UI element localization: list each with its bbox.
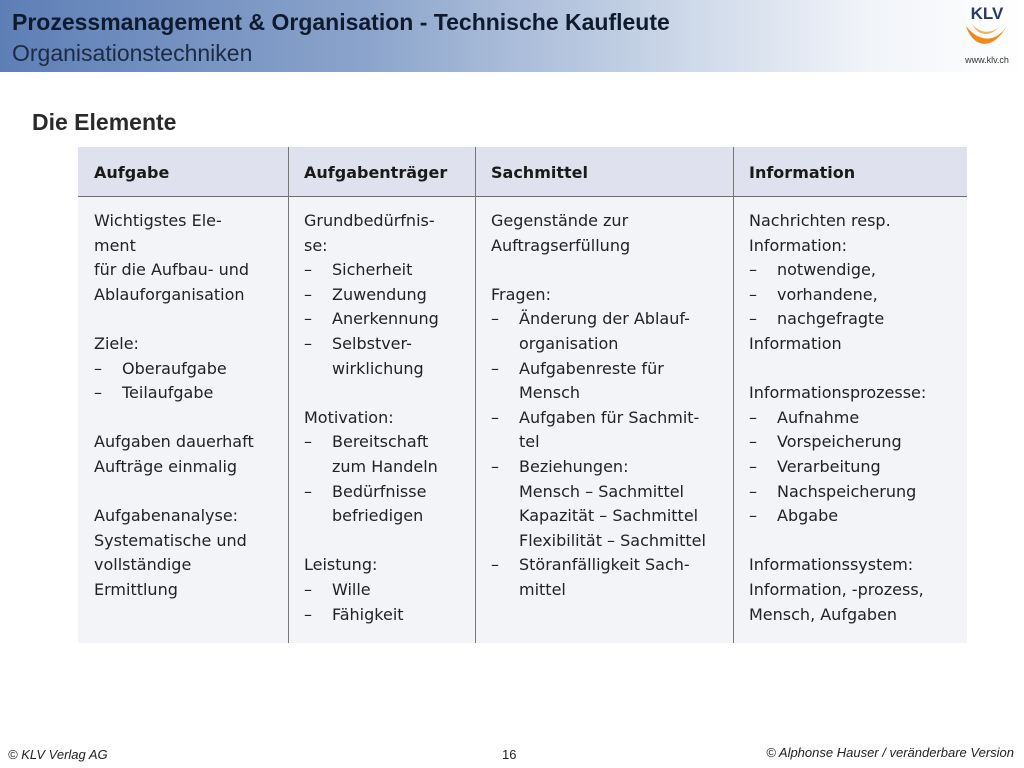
spacer bbox=[491, 258, 733, 283]
elements-table bbox=[78, 147, 967, 643]
column-header-aufgabentraeger: Aufgabenträger bbox=[304, 163, 448, 182]
spacer bbox=[94, 307, 288, 332]
klv-logo bbox=[954, 2, 1020, 70]
text-line: Grundbedürfnis- bbox=[304, 211, 435, 230]
text-line: Aufgaben dauerhaft bbox=[94, 432, 254, 452]
text-line: Informationsprozesse: bbox=[749, 383, 927, 403]
bullet-item: – Verarbeitung bbox=[749, 455, 967, 480]
page-number: 16 bbox=[502, 747, 517, 762]
text-line: Mensch bbox=[519, 383, 581, 403]
bullet-item: – Änderung der Ablauf- bbox=[491, 307, 733, 332]
bullet-item: – Bedürfnisse bbox=[304, 480, 475, 505]
text-line: Ablauforganisation bbox=[94, 284, 245, 304]
text-line: Auftragserfüllung bbox=[491, 235, 631, 255]
bullet-item: – vorhandene, bbox=[749, 283, 967, 308]
text-line: mittel bbox=[519, 579, 566, 599]
column-header-aufgabe: Aufgabe bbox=[94, 163, 170, 182]
spacer bbox=[304, 529, 475, 554]
slide-subtitle: Organisationstechniken bbox=[12, 40, 253, 66]
bullet-item: – Aufnahme bbox=[749, 406, 967, 431]
bullet-item: – Zuwendung bbox=[304, 283, 475, 308]
text-line: wirklichung bbox=[332, 358, 424, 378]
table-cell-aufgabentraeger bbox=[288, 209, 475, 627]
text-line: vollständige bbox=[94, 555, 192, 575]
spacer bbox=[94, 406, 288, 431]
bullet-item: – Nachspeicherung bbox=[749, 480, 967, 505]
bullet-item: – Wille bbox=[304, 578, 475, 603]
text-line: befriedigen bbox=[332, 506, 424, 526]
text-line: Information bbox=[749, 333, 842, 353]
spacer bbox=[749, 529, 967, 554]
text-line: Informationssystem: bbox=[749, 555, 914, 575]
bullet-item: – nachgefragte bbox=[749, 307, 967, 332]
text-line: Information: bbox=[749, 235, 848, 255]
text-line: Gegenstände zur bbox=[491, 211, 629, 230]
bullet-item: – Vorspeicherung bbox=[749, 430, 967, 455]
text-line: Flexibilität – Sachmittel bbox=[519, 530, 706, 550]
logo-url: www.klv.ch bbox=[965, 55, 1009, 65]
bullet-item: – Aufgaben für Sachmit- bbox=[491, 406, 733, 431]
column-header-sachmittel: Sachmittel bbox=[491, 163, 588, 182]
text-line: Aufträge einmalig bbox=[94, 456, 238, 476]
text-line: ment bbox=[94, 235, 136, 255]
spacer bbox=[94, 480, 288, 505]
text-line: zum Handeln bbox=[332, 456, 438, 476]
bullet-item: – Bereitschaft bbox=[304, 430, 475, 455]
bullet-item: – Anerkennung bbox=[304, 307, 475, 332]
table-cell-information bbox=[733, 209, 967, 627]
bullet-item: – Oberaufgabe bbox=[94, 357, 288, 382]
text-line: für die Aufbau- und bbox=[94, 260, 250, 280]
slide-title: Prozessmanagement & Organisation - Technische Kaufleute bbox=[12, 9, 670, 35]
bullet-item: – Sicherheit bbox=[304, 258, 475, 283]
table-cell-sachmittel bbox=[475, 209, 733, 603]
text-line: Systematische und bbox=[94, 530, 247, 550]
text-line: Kapazität – Sachmittel bbox=[519, 506, 699, 526]
text-line: Ziele: bbox=[94, 333, 139, 353]
text-line: Motivation: bbox=[304, 407, 394, 427]
bullet-item: – Störanfälligkeit Sach- bbox=[491, 553, 733, 578]
bullet-item: – Aufgabenreste für bbox=[491, 357, 733, 382]
column-header-information: Information bbox=[749, 163, 856, 182]
text-line: tel bbox=[519, 432, 540, 452]
bullet-item: – Fähigkeit bbox=[304, 603, 475, 628]
spacer bbox=[749, 357, 967, 382]
text-line: Information, -prozess, bbox=[749, 579, 924, 599]
spacer bbox=[304, 381, 475, 406]
bullet-item: – Teilaufgabe bbox=[94, 381, 288, 406]
table-cell-aufgabe bbox=[78, 209, 288, 603]
bullet-item: – Abgabe bbox=[749, 504, 967, 529]
text-line: Fragen: bbox=[491, 284, 551, 304]
section-title: Die Elemente bbox=[32, 109, 177, 135]
text-line: Wichtigstes Ele- bbox=[94, 211, 222, 230]
text-line: organisation bbox=[519, 333, 619, 353]
text-line: Nachrichten resp. bbox=[749, 211, 891, 230]
bullet-item: – Beziehungen: bbox=[491, 455, 733, 480]
text-line: Mensch – Sachmittel bbox=[519, 481, 684, 501]
text-line: Ermittlung bbox=[94, 579, 178, 599]
bullet-item: – notwendige, bbox=[749, 258, 967, 283]
logo-swoosh-icon bbox=[962, 20, 1012, 54]
text-line: Leistung: bbox=[304, 555, 378, 575]
text-line: se: bbox=[304, 235, 328, 255]
logo-text: KLV bbox=[970, 4, 1004, 23]
text-line: Mensch, Aufgaben bbox=[749, 604, 898, 624]
footer-copyright: © KLV Verlag AG bbox=[8, 747, 108, 762]
text-line: Aufgabenanalyse: bbox=[94, 506, 239, 526]
bullet-item: – Selbstver- bbox=[304, 332, 475, 357]
footer-author: © Alphonse Hauser / veränderbare Version bbox=[766, 745, 1014, 760]
